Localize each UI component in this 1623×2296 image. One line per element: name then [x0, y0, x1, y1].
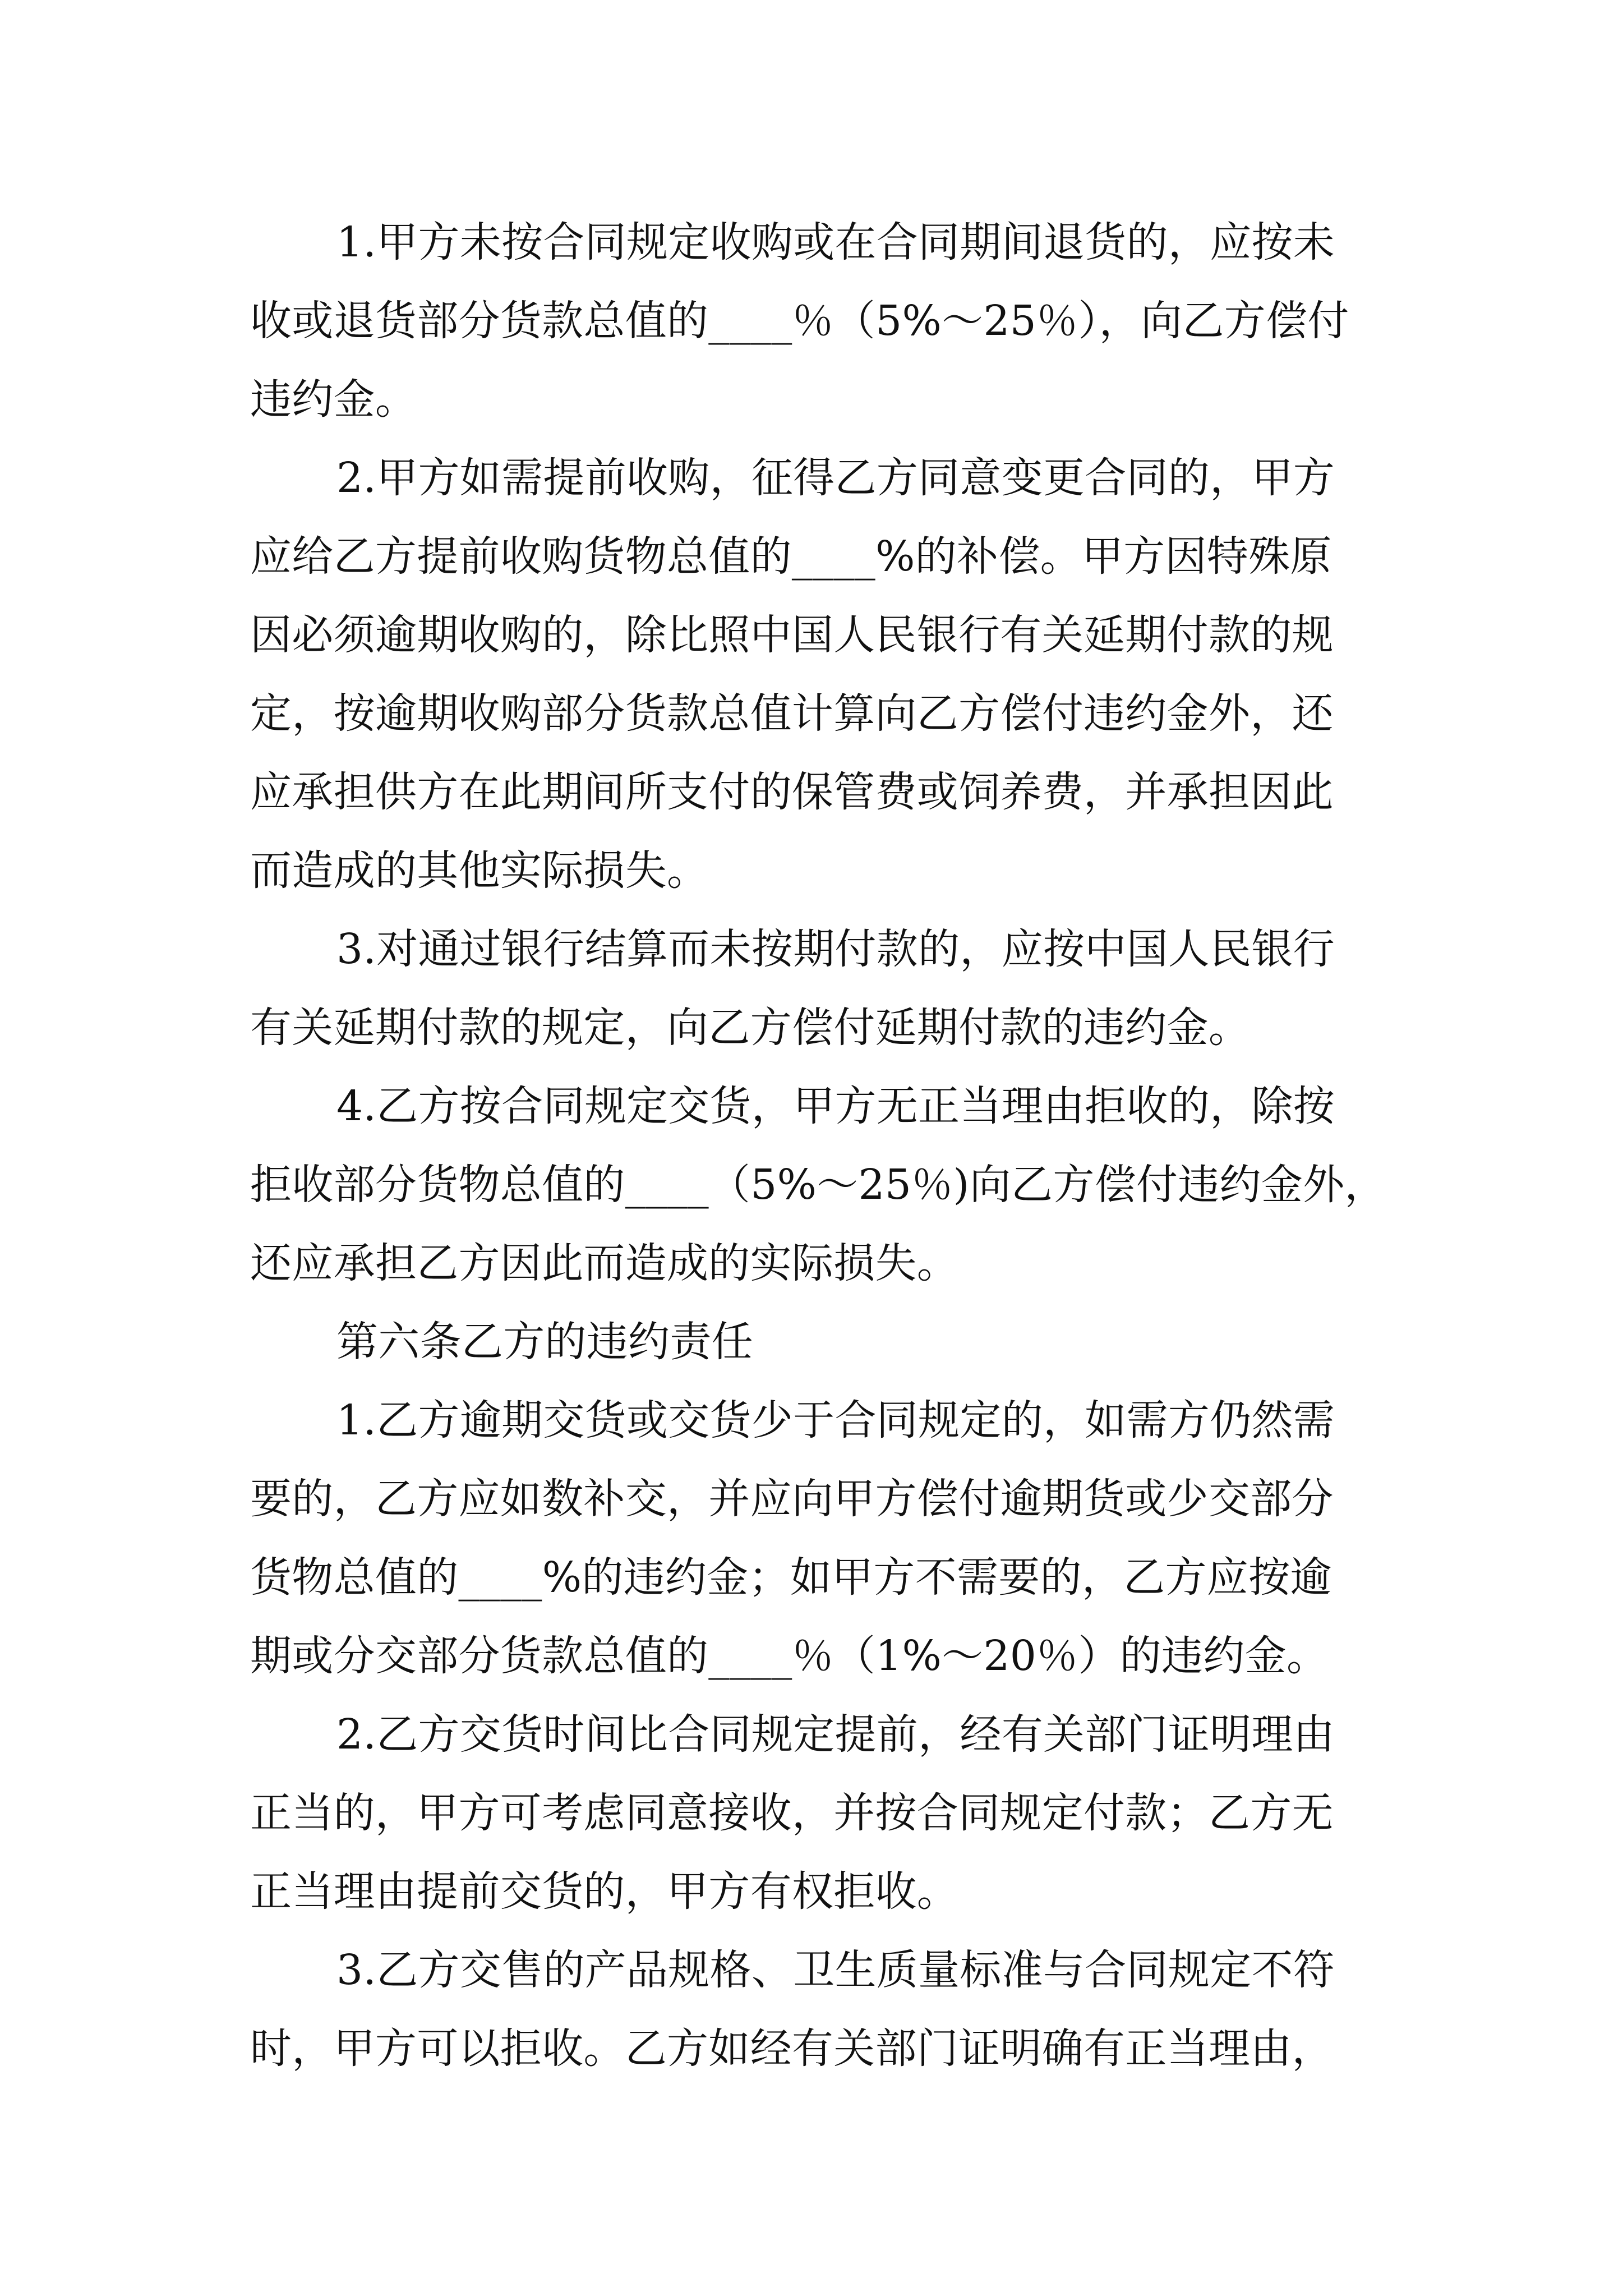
text-line: 要的，乙方应如数补交，并应向甲方偿付逾期货或少交部分: [250, 1475, 1334, 1523]
text-line: 应承担供方在此期间所支付的保管费或饲养费，并承担因此: [250, 768, 1334, 816]
text-line: 3.乙方交售的产品规格、卫生质量标准与合同规定不符: [336, 1946, 1335, 1994]
text-line: 1.甲方未按合同规定收购或在合同期间退货的，应按未: [336, 218, 1335, 266]
text-line: 1.乙方逾期交货或交货少于合同规定的，如需方仍然需: [336, 1396, 1335, 1444]
text-line: 拒收部分货物总值的____（5%～25％)向乙方偿付违约金外，: [250, 1161, 1386, 1209]
text-line: 定，按逾期收购部分货款总值计算向乙方偿付违约金外，还: [250, 689, 1334, 738]
text-line: 应给乙方提前收购货物总值的____%的补偿。甲方因特殊原: [250, 532, 1332, 581]
text-line: 还应承担乙方因此而造成的实际损失。: [250, 1239, 959, 1287]
text-line: 4.乙方按合同规定交货，甲方无正当理由拒收的，除按: [336, 1082, 1335, 1130]
text-line: 正当理由提前交货的，甲方有权拒收。: [250, 1867, 959, 1916]
text-line: 有关延期付款的规定，向乙方偿付延期付款的违约金。: [250, 1004, 1251, 1052]
text-line: 3.对通过银行结算而未按期付款的，应按中国人民银行: [336, 925, 1335, 973]
text-line: 正当的，甲方可考虑同意接收，并按合同规定付款；乙方无: [250, 1789, 1334, 1837]
text-line: 而造成的其他实际损失。: [250, 846, 709, 895]
text-line: 2.甲方如需提前收购，征得乙方同意变更合同的，甲方: [336, 454, 1335, 502]
text-line: 收或退货部分货款总值的____％（5%～25％），向乙方偿付: [250, 297, 1349, 345]
section-heading: 第六条乙方的违约责任: [336, 1318, 753, 1366]
text-line: 期或分交部分货款总值的____％（1%～20％）的违约金。: [250, 1632, 1329, 1680]
text-line: 因必须逾期收购的，除比照中国人民银行有关延期付款的规: [250, 611, 1334, 659]
text-line: 2.乙方交货时间比合同规定提前，经有关部门证明理由: [336, 1710, 1335, 1759]
text-line: 货物总值的____%的违约金；如甲方不需要的，乙方应按逾: [250, 1553, 1332, 1602]
text-line: 时，甲方可以拒收。乙方如经有关部门证明确有正当理由，: [250, 2024, 1334, 2073]
text-line: 违约金。: [250, 375, 417, 424]
